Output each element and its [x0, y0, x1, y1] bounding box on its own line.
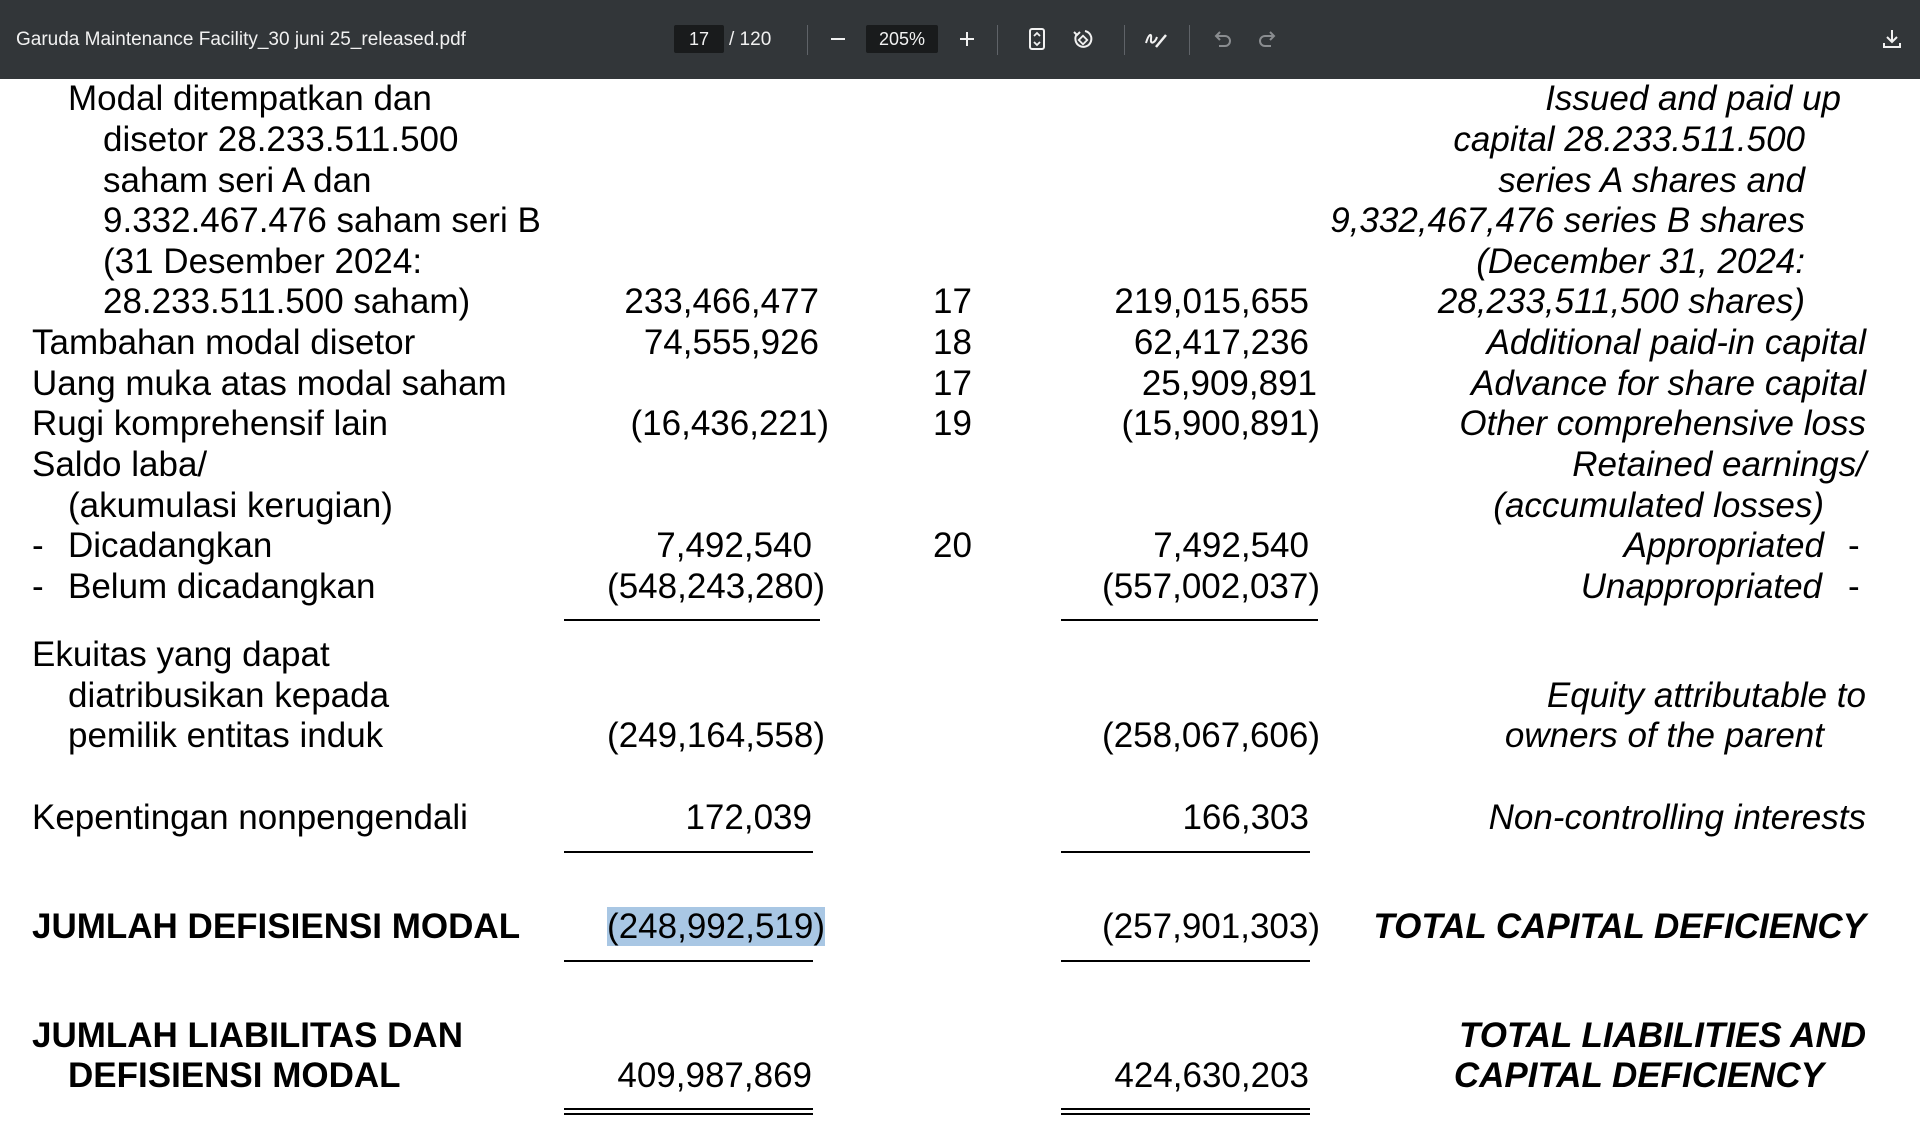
advance-prior: 25,909,891	[1141, 364, 1317, 403]
grand-total-double-rule-prior	[1061, 1108, 1310, 1115]
annotate-button[interactable]	[1140, 23, 1172, 55]
toolbar-divider	[807, 25, 808, 55]
appropriated-en-dash: -	[1848, 526, 1860, 565]
total-deficiency-prior: (257,901,303)	[1102, 907, 1320, 946]
total-liab-current: 409,987,869	[617, 1056, 812, 1095]
equity-parent-label-line2: diatribusikan kepada	[68, 676, 390, 715]
share-capital-en-line5: (December 31, 2024:	[1476, 242, 1805, 281]
undo-button[interactable]	[1206, 23, 1238, 55]
total-liab-label-line2: DEFISIENSI MODAL	[68, 1056, 401, 1095]
page-number-input[interactable]	[674, 25, 724, 53]
total-liab-en-line2: CAPITAL DEFICIENCY	[1453, 1056, 1824, 1095]
pen-icon	[1143, 27, 1169, 51]
nci-prior: 166,303	[1182, 798, 1309, 837]
share-capital-en-line3: series A shares and	[1498, 161, 1805, 200]
selected-text-highlight[interactable]: (248,992,519)	[607, 907, 825, 946]
total-deficiency-rule-prior	[1061, 960, 1310, 962]
unappropriated-en: Unappropriated	[1580, 567, 1822, 606]
page-total: / 120	[729, 29, 772, 50]
equity-parent-label-line3: pemilik entitas induk	[68, 716, 384, 755]
pdf-toolbar	[0, 0, 1920, 79]
retained-label-line2: (akumulasi kerugian)	[68, 486, 393, 525]
total-deficiency-en: TOTAL CAPITAL DEFICIENCY	[1373, 907, 1866, 946]
pdf-page-view[interactable]	[0, 79, 1920, 1125]
redo-icon	[1257, 29, 1279, 49]
oci-en: Other comprehensive loss	[1459, 404, 1866, 443]
share-capital-label-line5: (31 Desember 2024:	[103, 242, 423, 281]
advance-en: Advance for share capital	[1471, 364, 1866, 403]
zoom-in-button[interactable]	[951, 23, 983, 55]
nci-label: Kepentingan nonpengendali	[32, 798, 468, 837]
total-liab-label-line1: JUMLAH LIABILITAS DAN	[32, 1016, 463, 1055]
unappropriated-label: Belum dicadangkan	[68, 567, 376, 606]
rotate-icon	[1071, 27, 1095, 51]
apic-label: Tambahan modal disetor	[32, 323, 416, 362]
appropriated-prior: 7,492,540	[1153, 526, 1309, 565]
undo-icon	[1211, 29, 1233, 49]
toolbar-divider	[1189, 25, 1190, 55]
rotate-button[interactable]	[1067, 23, 1099, 55]
equity-parent-en-line1: Equity attributable to	[1546, 676, 1866, 715]
share-capital-prior: 219,015,655	[1114, 282, 1309, 321]
advance-label: Uang muka atas modal saham	[32, 364, 507, 403]
total-deficiency-current	[607, 907, 825, 947]
download-button[interactable]	[1876, 23, 1908, 55]
share-capital-label-line2: disetor 28.233.511.500	[103, 120, 459, 159]
unappropriated-dash: -	[32, 567, 44, 606]
fit-to-page-button[interactable]	[1021, 23, 1053, 55]
advance-note: 17	[933, 364, 972, 403]
apic-current: 74,555,926	[643, 323, 819, 362]
equity-parent-en-line2: owners of the parent	[1504, 716, 1824, 755]
equity-parent-current: (249,164,558)	[607, 716, 825, 755]
apic-prior: 62,417,236	[1133, 323, 1309, 362]
minus-icon	[829, 30, 847, 48]
toolbar-divider	[1124, 25, 1125, 55]
zoom-level-input[interactable]	[866, 25, 938, 53]
oci-label: Rugi komprehensif lain	[32, 404, 389, 443]
appropriated-current: 7,492,540	[656, 526, 812, 565]
nci-current: 172,039	[685, 798, 812, 837]
unappropriated-en-dash: -	[1848, 567, 1860, 606]
appropriated-label: Dicadangkan	[68, 526, 273, 565]
oci-prior: (15,900,891)	[1121, 404, 1320, 443]
unappropriated-current: (548,243,280)	[607, 567, 825, 606]
retained-label-line1: Saldo laba/	[32, 445, 208, 484]
share-capital-en-line6: 28,233,511,500 shares)	[1437, 282, 1805, 321]
share-capital-label-line4: 9.332.467.476 saham seri B	[103, 201, 541, 240]
unappropriated-prior: (557,002,037)	[1102, 567, 1320, 606]
nci-en: Non-controlling interests	[1488, 798, 1866, 837]
total-deficiency-label: JUMLAH DEFISIENSI MODAL	[32, 907, 521, 946]
retained-en-line2: (accumulated losses)	[1493, 486, 1824, 525]
toolbar-divider	[997, 25, 998, 55]
share-capital-current: 233,466,477	[624, 282, 819, 321]
retained-en-line1: Retained earnings/	[1572, 445, 1866, 484]
appropriated-note: 20	[933, 526, 972, 565]
share-capital-en-line1: Issued and paid up	[1545, 79, 1841, 118]
share-capital-label-line3: saham seri A dan	[103, 161, 372, 200]
grand-total-double-rule-current	[564, 1108, 813, 1115]
apic-en: Additional paid-in capital	[1486, 323, 1866, 362]
equity-parent-label-line1: Ekuitas yang dapat	[32, 635, 330, 674]
apic-note: 18	[933, 323, 972, 362]
oci-current: (16,436,221)	[630, 404, 829, 443]
share-capital-en-line2: capital 28.233.511.500	[1453, 120, 1805, 159]
share-capital-label-line1: Modal ditempatkan dan	[68, 79, 432, 118]
equity-parent-prior: (258,067,606)	[1102, 716, 1320, 755]
subtotal-rule-prior	[1061, 619, 1318, 621]
plus-icon	[958, 30, 976, 48]
share-capital-label-line6: 28.233.511.500 saham)	[103, 282, 471, 321]
appropriated-en: Appropriated	[1623, 526, 1824, 565]
zoom-out-button[interactable]	[822, 23, 854, 55]
total-liab-prior: 424,630,203	[1114, 1056, 1309, 1095]
share-capital-note: 17	[933, 282, 972, 321]
equity-rule-current	[564, 851, 813, 853]
subtotal-rule-current	[564, 619, 820, 621]
share-capital-en-line4: 9,332,467,476 series B shares	[1330, 201, 1805, 240]
redo-button[interactable]	[1252, 23, 1284, 55]
fit-page-icon	[1027, 27, 1047, 51]
appropriated-dash: -	[32, 526, 44, 565]
document-title: Garuda Maintenance Facility_30 juni 25_released.pdf	[16, 29, 466, 50]
total-liab-en-line1: TOTAL LIABILITIES AND	[1458, 1016, 1866, 1055]
oci-note: 19	[933, 404, 972, 443]
total-deficiency-rule-current	[564, 960, 813, 962]
equity-rule-prior	[1061, 851, 1310, 853]
download-icon	[1881, 28, 1903, 50]
